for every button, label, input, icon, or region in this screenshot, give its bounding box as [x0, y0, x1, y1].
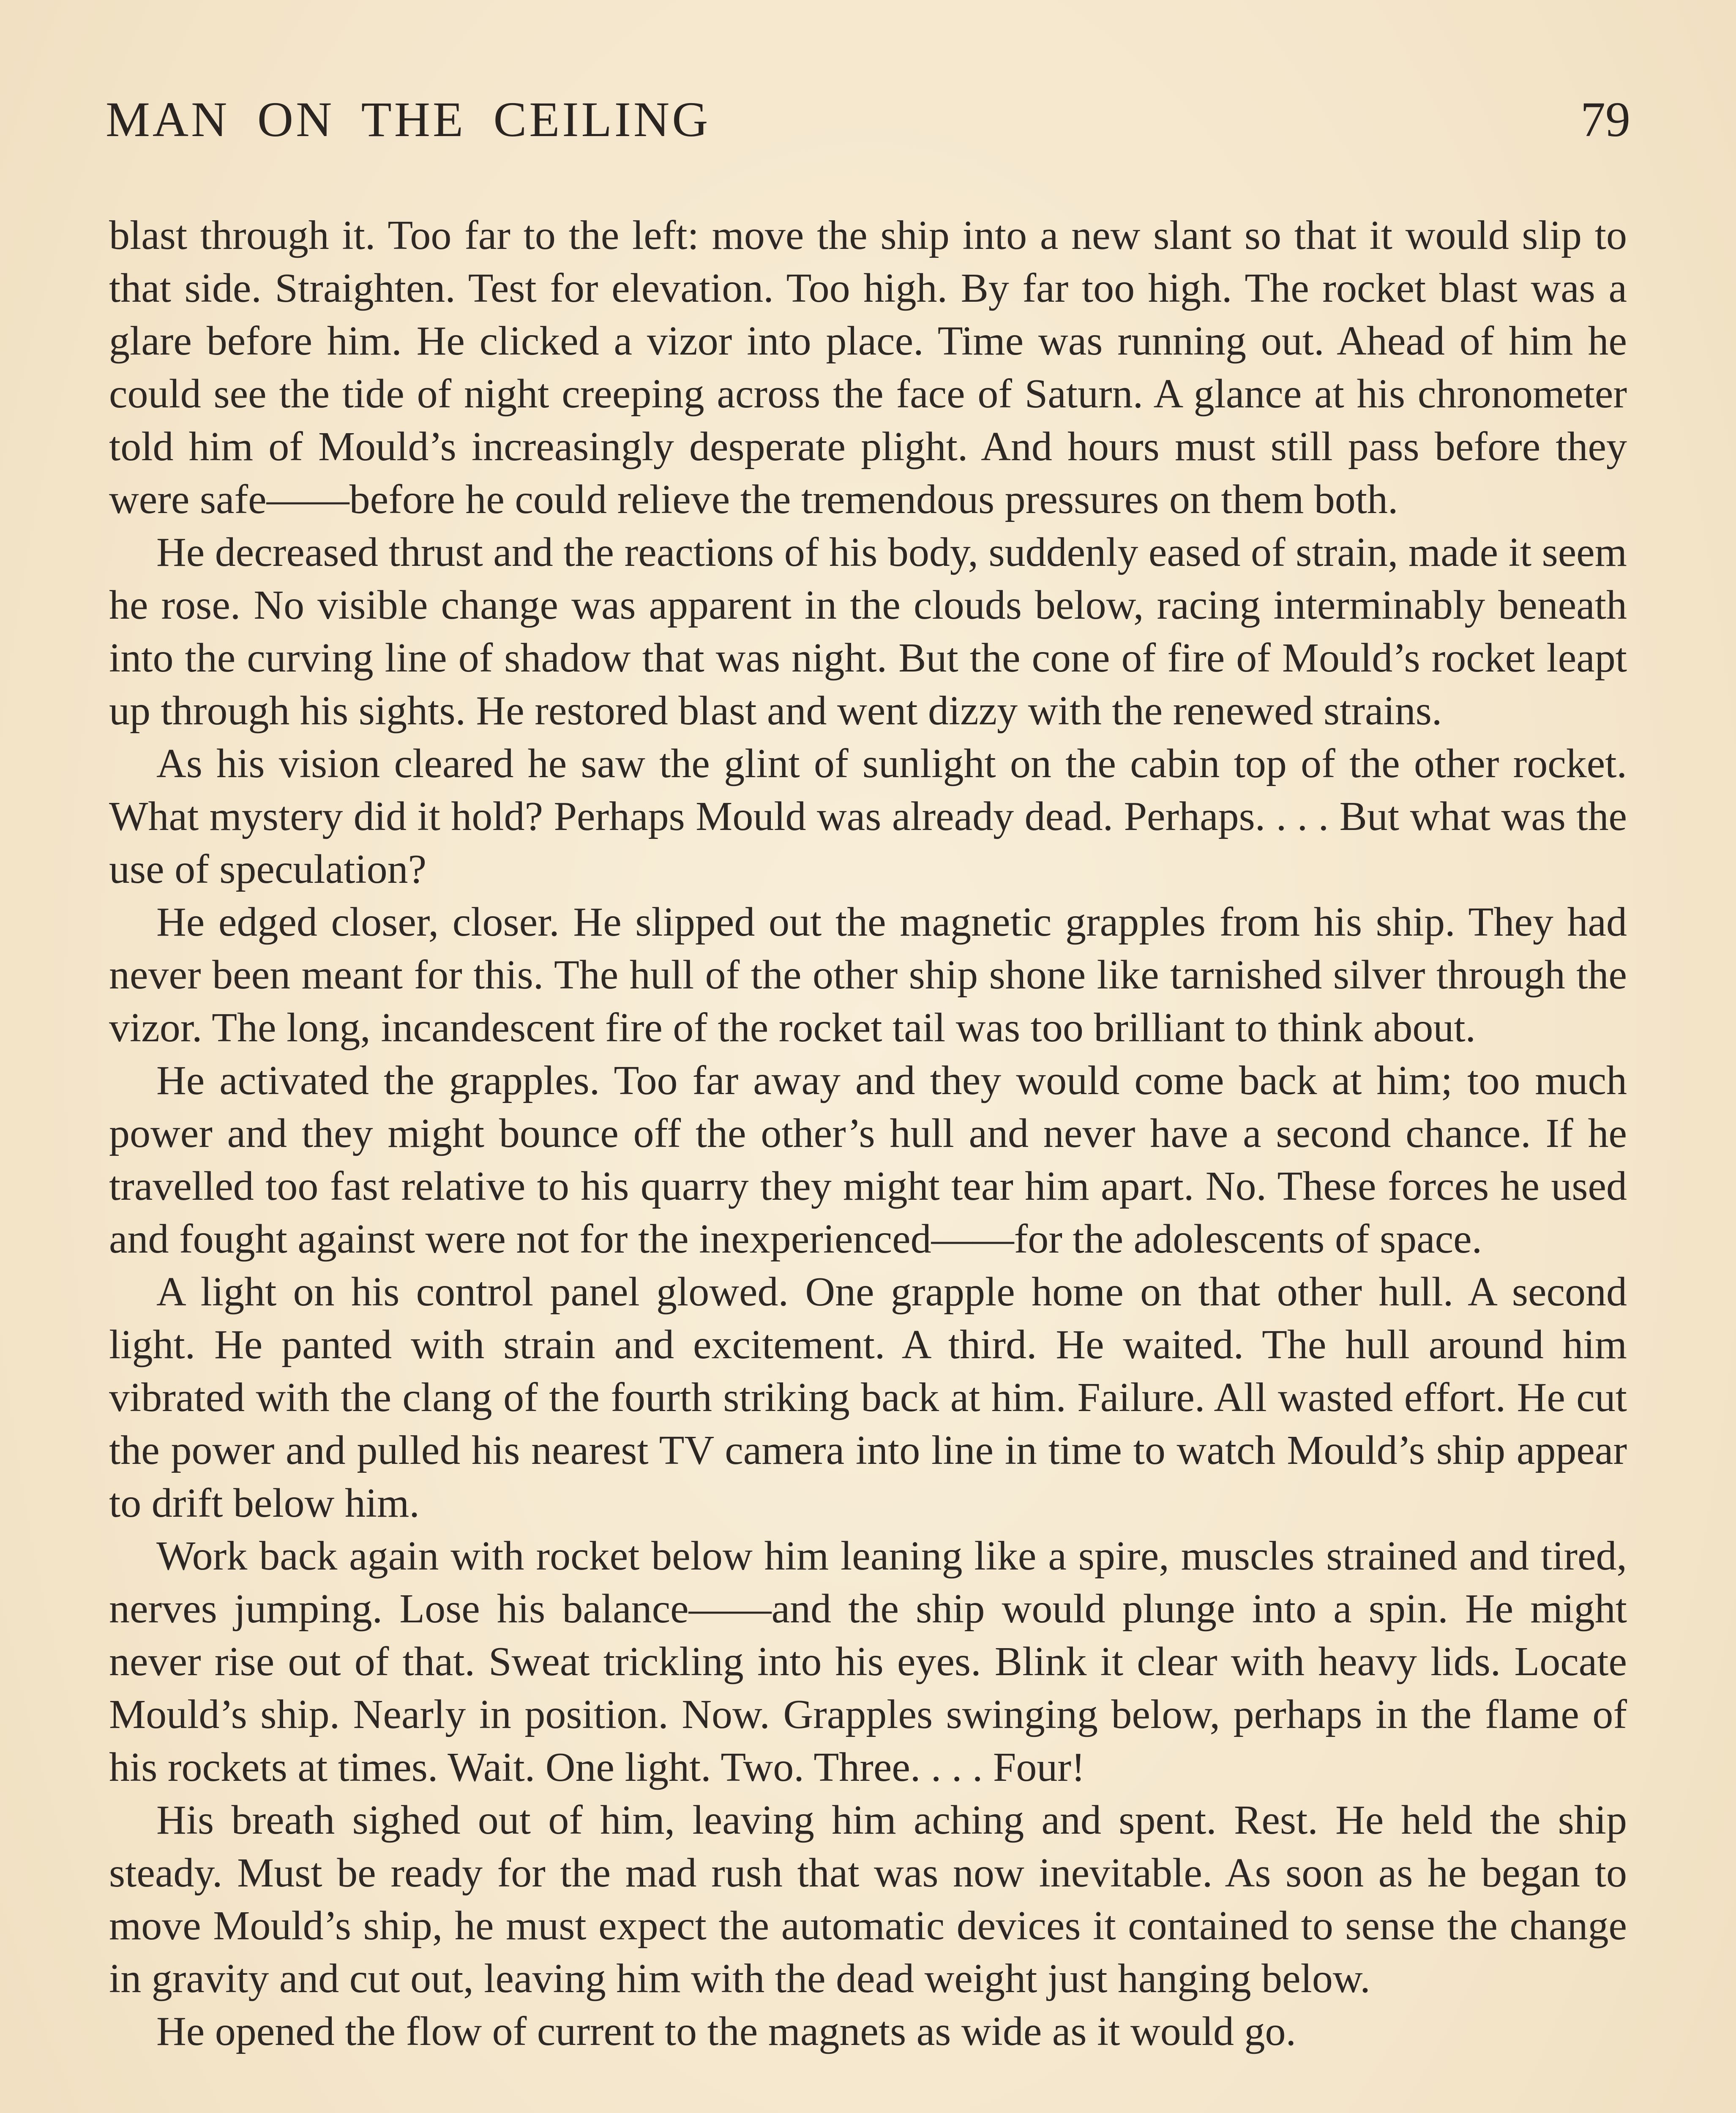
- paragraph: Work back again with rocket below him leaning like a spire, muscles strained and tired, nerves jumping. Lose his balance——and the ship would plunge into a spin. He might never rise out of that. Sweat trickling into his eyes. Blink it clear with heavy lids. Locate Mould’s ship. Nearly in position. Now. Grapples swinging below, perhaps in the flame of his rockets at times. Wait. One light. Two. Three. . . . Four!: [109, 1533, 1627, 1790]
- paragraph: blast through it. Too far to the left: move the ship into a new slant so that it would slip to that side. Straighten. Test for elevation. Too high. By far too high. The rocket blast was a glare before him. He clicked a vizor into place. Time was running out. Ahead of him he could see the tide of night creeping across the face of Saturn. A glance at his chronometer told him of Mould’s increasingly desperate plight. And hours must still pass before they were safe——before he could relieve the tremendous pressures on them both.: [109, 213, 1627, 522]
- page-number: 79: [1580, 92, 1630, 147]
- paragraph: He decreased thrust and the reactions of his body, suddenly eased of strain, made it seem he rose. No visible change was apparent in the clouds below, racing interminably beneath into the curving line of shadow that was night. But the cone of fire of Mould’s rocket leapt up through his sights. He restored blast and went dizzy with the renewed strains.: [109, 530, 1627, 734]
- paragraph: As his vision cleared he saw the glint of sunlight on the cabin top of the other rocket. What mystery did it hold? Perhaps Mould was already dead. Perhaps. . . . But what was the use of speculation?: [109, 741, 1627, 892]
- paragraph: He activated the grapples. Too far away and they would come back at him; too much power and they might bounce off the other’s hull and never have a second chance. If he travelled too fast relative to his quarry they might tear him apart. No. These forces he used and fought against were not for the inexperienced——for the adolescents of space.: [109, 1058, 1627, 1262]
- paragraph: His breath sighed out of him, leaving him aching and spent. Rest. He held the ship steady. Must be ready for the mad rush that was now inevitable. As soon as he began to move Mould’s ship, he must expect the automatic devices it contained to sense the change in gravity and cut out, leaving him with the dead weight just hanging below.: [109, 1797, 1627, 2001]
- paragraph: He edged closer, closer. He slipped out the magnetic grapples from his ship. They had never been meant for this. The hull of the other ship shone like tarnished silver through the vizor. The long, incandescent fire of the rocket tail was too brilliant to think about.: [109, 899, 1627, 1051]
- paragraph: A light on his control panel glowed. One grapple home on that other hull. A second light. He panted with strain and excitement. A third. He waited. The hull around him vibrated with the clang of the fourth striking back at him. Failure. All wasted effort. He cut the power and pulled his nearest TV camera into line in time to watch Mould’s ship appear to drift below him.: [109, 1269, 1627, 1526]
- chapter-title: MAN ON THE CEILING: [106, 92, 711, 147]
- body-text: [109, 209, 1627, 2058]
- running-head: [106, 91, 1630, 150]
- paragraph: He opened the flow of current to the magnets as wide as it would go.: [156, 2009, 1297, 2054]
